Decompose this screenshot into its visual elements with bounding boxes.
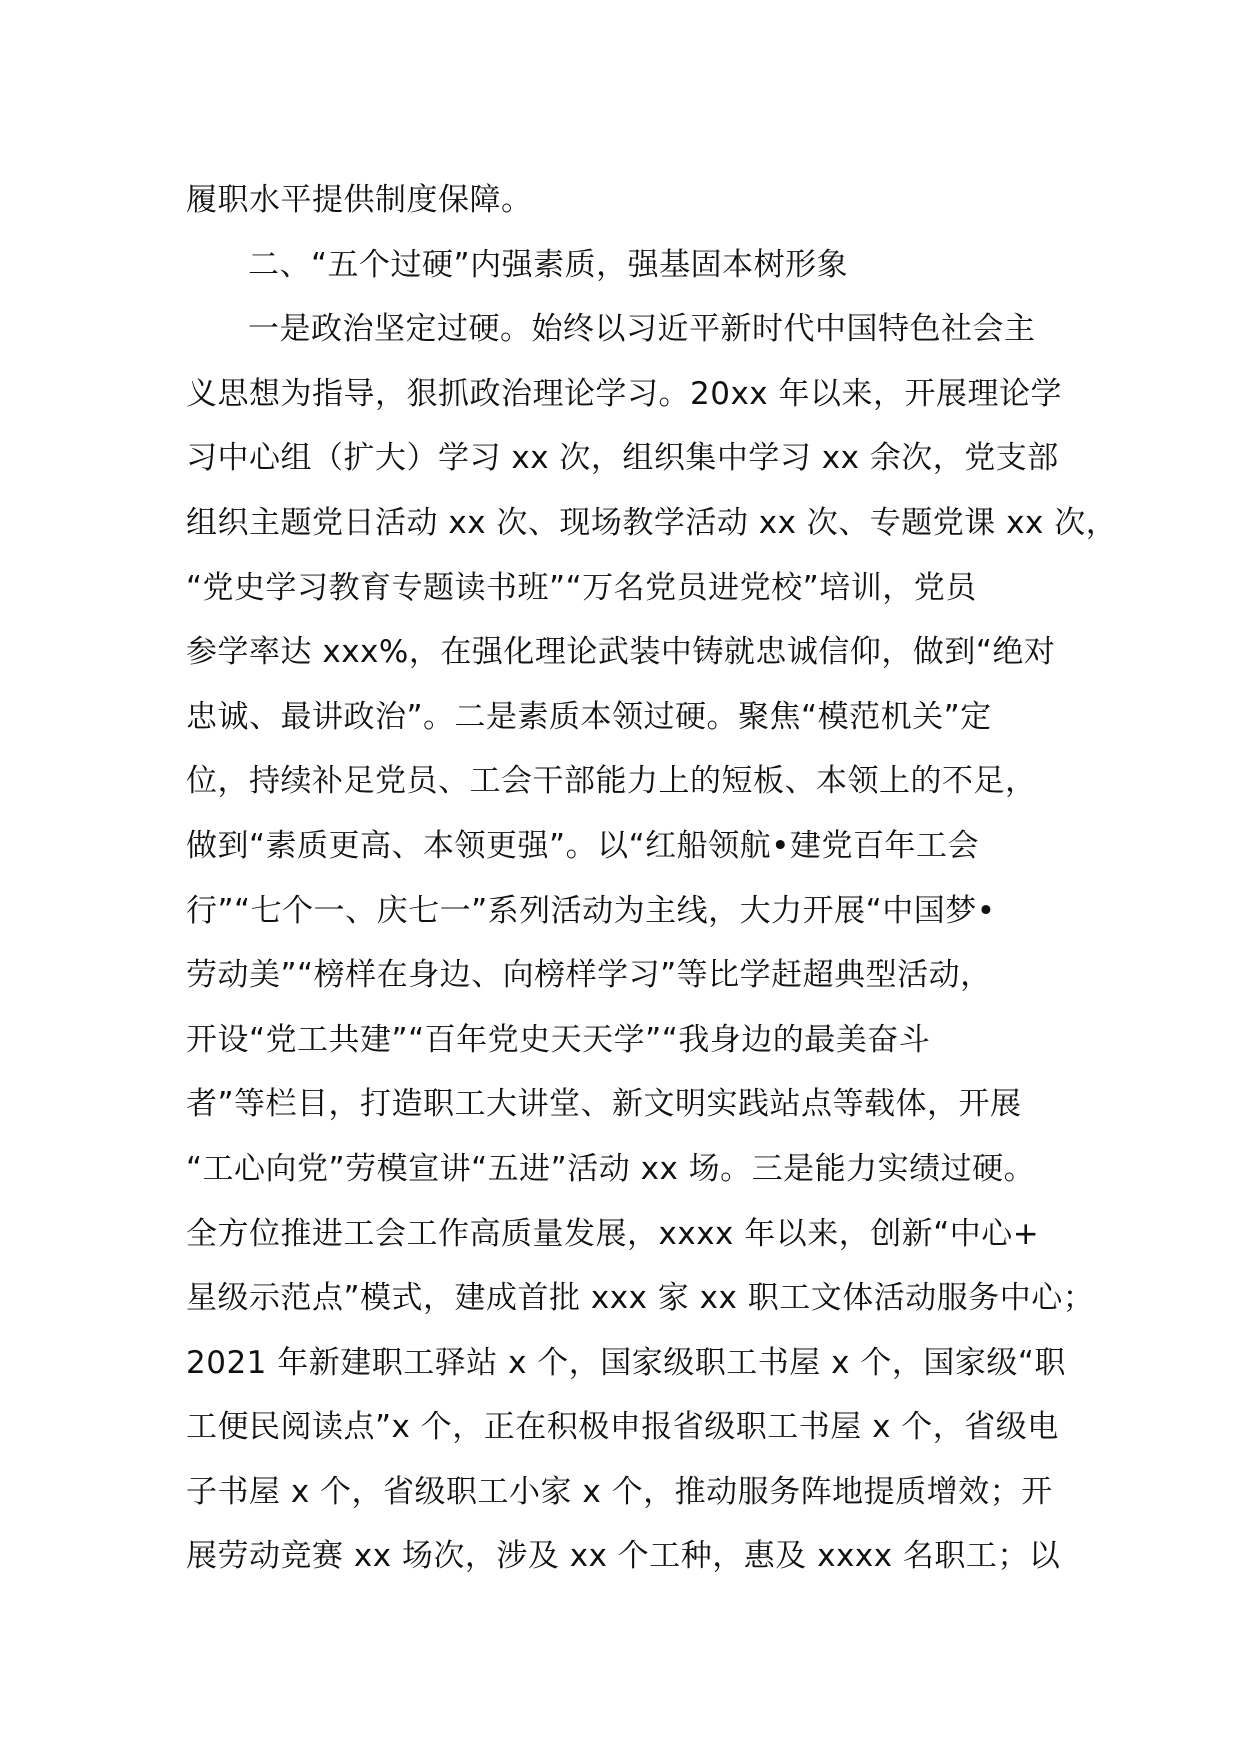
text-line: 展劳动竞赛 xx 场次，涉及 xx 个工种，惠及 xxxx 名职工；以	[186, 1538, 1061, 1575]
text-line: 者”等栏目，打造职工大讲堂、新文明实践站点等载体，开展	[186, 1086, 1022, 1123]
text-line: 习中心组（扩大）学习 xx 次，组织集中学习 xx 余次，党支部	[186, 440, 1059, 477]
text-line: 开设“党工共建”“百年党史天天学”“我身边的最美奋斗	[186, 1021, 931, 1058]
text-line: 行”“七个一、庆七一”系列活动为主线，大力开展“中国梦•	[186, 892, 996, 929]
text-line: 全方位推进工会工作高质量发展，xxxx 年以来，创新“中心+	[186, 1215, 1040, 1252]
text-line: 子书屋 x 个，省级职工小家 x 个，推动服务阵地提质增效；开	[186, 1473, 1053, 1510]
text-line: “工心向党”劳模宣讲“五进”活动 xx 场。三是能力实绩过硬。	[186, 1150, 1036, 1187]
text-line: 位，持续补足党员、工会干部能力上的短板、本领上的不足，	[186, 763, 1037, 800]
text-line: 参学率达 xxx%，在强化理论武装中铸就忠诚信仰，做到“绝对	[186, 634, 1056, 671]
text-line: 星级示范点”模式，建成首批 xxx 家 xx 职工文体活动服务中心；	[186, 1280, 1095, 1317]
text-line: 做到“素质更高、本领更强”。以“红船领航•建党百年工会	[186, 827, 979, 864]
text-line: 忠诚、最讲政治”。二是素质本领过硬。聚焦“模范机关”定	[186, 698, 992, 735]
text-line: 义思想为指导，狠抓政治理论学习。20xx 年以来，开展理论学	[186, 375, 1062, 412]
text-line: 组织主题党日活动 xx 次、现场教学活动 xx 次、专题党课 xx 次，	[186, 504, 1118, 541]
text-line: 工便民阅读点”x 个，正在积极申报省级职工书屋 x 个，省级电	[186, 1409, 1059, 1446]
text-line: “党史学习教育专题读书班”“万名党员进党校”培训，党员	[186, 569, 977, 606]
section-heading: 二、“五个过硬”内强素质，强基固本树形象	[248, 246, 849, 283]
text-line: 履职水平提供制度保障。	[186, 182, 533, 218]
text-line: 劳动美”“榜样在身边、向榜样学习”等比学赶超典型活动，	[186, 957, 992, 994]
body-text	[186, 168, 1118, 1589]
text-line: 2021 年新建职工驿站 x 个，国家级职工书屋 x 个，国家级“职	[186, 1344, 1066, 1381]
paragraph-first-line: 一是政治坚定过硬。始终以习近平新时代中国特色社会主	[248, 311, 1036, 348]
